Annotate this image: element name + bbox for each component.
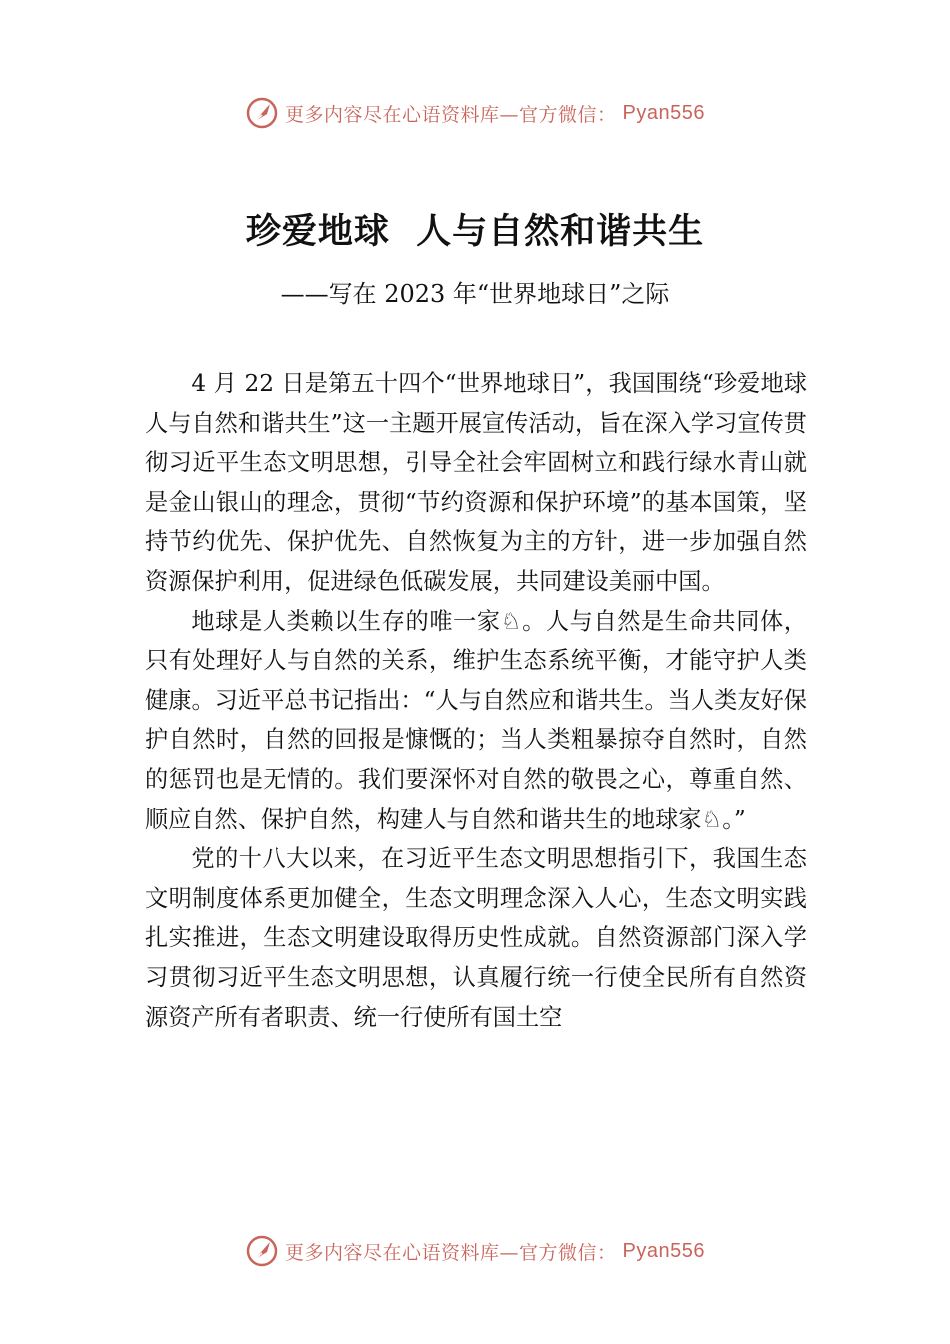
document-body bbox=[145, 364, 807, 1037]
footer-watermark bbox=[0, 1234, 950, 1268]
document-title: 珍爱地球 人与自然和谐共生 bbox=[245, 211, 705, 252]
paragraph-3: 党的十八大以来，在习近平生态文明思想指引下，我国生态文明制度体系更加健全，生态文明理念深入人心，生态文明实践扎实推进，生态文明建设取得历史性成就。自然资源部门深入学习贯彻习近平生态文明思想，认真履行统一行使全民所有自然资源资产所有者职责、统一行使所有国土空 bbox=[145, 845, 807, 1031]
watermark-wechat-id: Pyan556 bbox=[622, 1239, 705, 1262]
watermark-text: 更多内容尽在心语资料库—官方微信： bbox=[285, 1241, 617, 1264]
paragraph-2: 地球是人类赖以生存的唯一家♘。人与自然是生命共同体，只有处理好人与自然的关系，维护生态系统平衡，才能守护人类健康。习近平总书记指出：“人与自然应和谐共生。当人类友好保护自然时，自然的回报是慷慨的；当人类粗暴掠夺自然时，自然的惩罚也是无情的。我们要深怀对自然的敬畏之心，尊重自然、顺应自然、保护自然，构建人与自然和谐共生的地球家♘。” bbox=[145, 607, 807, 833]
quill-logo-icon bbox=[245, 1234, 279, 1268]
paragraph-1: 4 月 22 日是第五十四个“世界地球日”，我国围绕“珍爱地球 人与自然和谐共生”这一主题开展宣传活动，旨在深入学习宣传贯彻习近平生态文明思想，引导全社会牢固树立和践行绿水青山就是金山银山的理念，贯彻“节约资源和保护环境”的基本国策，坚持节约优先、保护优先、自然恢复为主的方针，进一步加强自然资源保护利用，促进绿色低碳发展，共同建设美丽中国。 bbox=[145, 370, 807, 595]
watermark-text: 更多内容尽在心语资料库—官方微信： bbox=[285, 103, 617, 126]
header-watermark bbox=[0, 96, 950, 130]
watermark-wechat-id: Pyan556 bbox=[622, 101, 705, 124]
quill-logo-icon bbox=[245, 96, 279, 130]
document-subtitle: ——写在 2023 年“世界地球日”之际 bbox=[280, 280, 670, 308]
